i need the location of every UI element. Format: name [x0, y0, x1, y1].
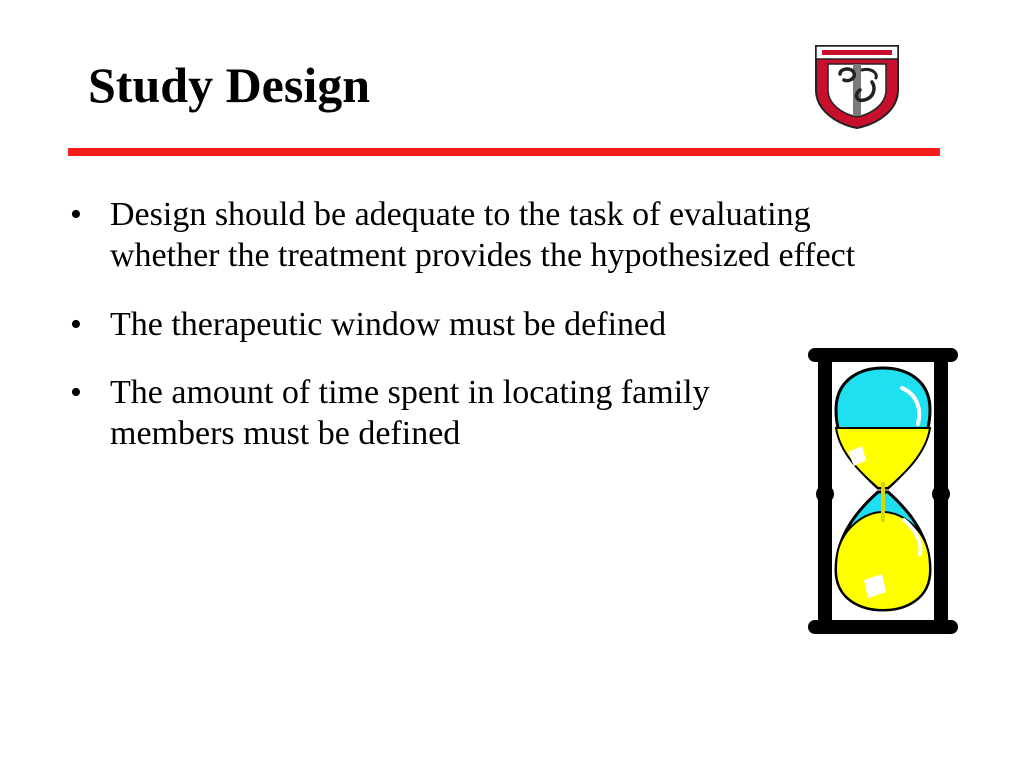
bullet-list [70, 195, 880, 455]
bullet-text: Design should be adequate to the task of evaluating whether the treatment provides the hypothesized effect [110, 196, 856, 274]
hourglass-icon [804, 342, 962, 642]
bullet-marker: • [70, 305, 82, 343]
title-divider [68, 148, 940, 156]
bullet-item [70, 305, 770, 346]
university-seal-icon [812, 40, 902, 130]
slide-title: Study Design [88, 57, 371, 113]
bullet-text: The amount of time spent in locating family members must be defined [110, 374, 710, 453]
bullet-marker: • [70, 374, 82, 412]
bullet-text: The therapeutic window must be defined [110, 305, 667, 343]
bullet-item [70, 195, 880, 277]
bullet-marker: • [70, 196, 82, 233]
bullet-item [70, 373, 770, 455]
